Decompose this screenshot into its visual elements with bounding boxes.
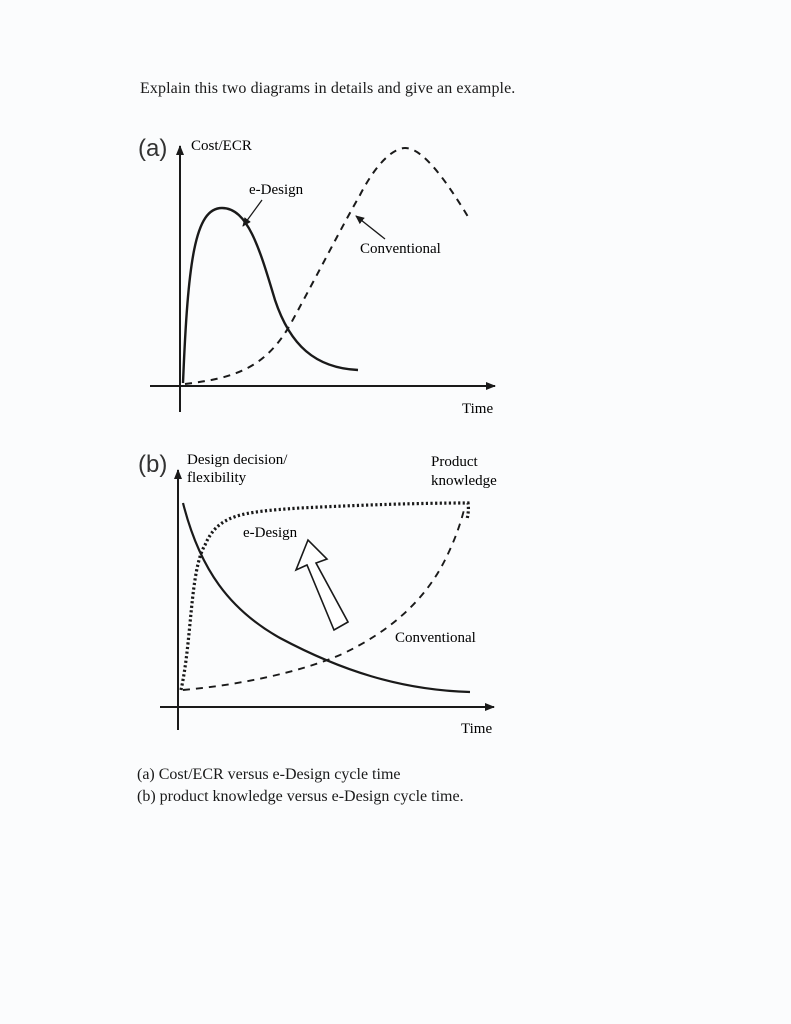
question-text: Explain this two diagrams in details and give an example. xyxy=(140,80,516,97)
diagram-a xyxy=(138,135,495,417)
y-axis-label-b-line2: flexibility xyxy=(187,470,247,486)
right-label-b-line2: knowledge xyxy=(431,473,497,489)
edesign-curve-a xyxy=(183,208,358,383)
right-label-b-line1: Product xyxy=(431,454,478,470)
y-axis-label-a: Cost/ECR xyxy=(191,138,252,154)
caption-a: (a) Cost/ECR versus e-Design cycle time xyxy=(137,766,401,783)
edesign-label-a: e-Design xyxy=(249,182,304,198)
conventional-pointer-a xyxy=(356,216,385,239)
panel-label-a: (a) xyxy=(138,135,168,162)
x-axis-label-b: Time xyxy=(461,721,493,737)
improvement-arrow-icon xyxy=(296,540,348,630)
y-axis-label-b-line1: Design decision/ xyxy=(187,452,288,468)
conventional-curve-a xyxy=(185,148,470,384)
conventional-label-a: Conventional xyxy=(360,241,441,257)
x-axis-label-a: Time xyxy=(462,401,494,417)
conventional-label-b: Conventional xyxy=(395,630,476,646)
caption-b: (b) product knowledge versus e-Design cycle time. xyxy=(137,788,464,805)
edesign-label-b: e-Design xyxy=(243,525,298,541)
panel-label-b: (b) xyxy=(138,451,168,478)
diagram-b xyxy=(138,451,497,737)
edesign-pointer-a xyxy=(243,200,262,226)
